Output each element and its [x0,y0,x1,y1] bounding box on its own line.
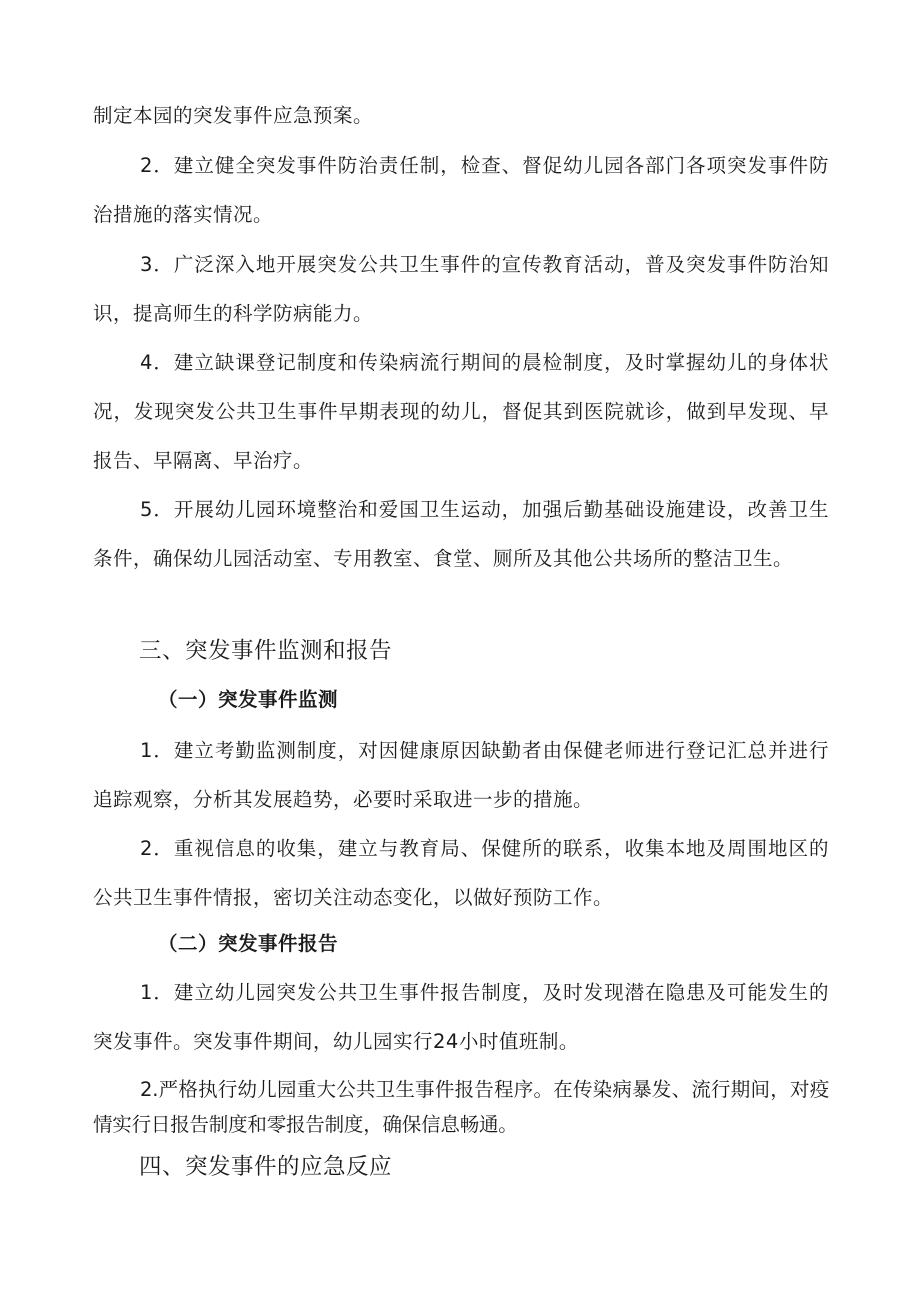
paragraph-item-4-attendance: 4．建立缺课登记制度和传染病流行期间的晨检制度，及时掌握幼儿的身体状况，发现突发公共卫生事件早期表现的幼儿，督促其到医院就诊，做到早发现、早报告、早隔离、早治疗。 [93,351,829,472]
reporting-item-1: 1．建立幼儿园突发公共卫生事件报告制度，及时发现潜在隐患及可能发生的突发事件。突发事件期间，幼儿园实行24小时值班制。 [93,981,829,1053]
reporting-item-2: 2.严格执行幼儿园重大公共卫生事件报告程序。在传染病暴发、流行期间，对疫情实行日报告制度和零报告制度，确保信息畅通。 [93,1078,829,1136]
paragraph-item-5-environment: 5．开展幼儿园环境整治和爱国卫生运动，加强后勤基础设施建设，改善卫生条件，确保幼儿园活动室、专用教室、食堂、厕所及其他公共场所的整洁卫生。 [93,498,829,570]
paragraph-emergency-plan: 制定本园的突发事件应急预案。 [93,104,374,127]
monitoring-item-2: 2．重视信息的收集，建立与教育局、保健所的联系，收集本地及周围地区的公共卫生事件情报，密切关注动态变化，以做好预防工作。 [93,837,829,909]
paragraph-item-3-education: 3．广泛深入地开展突发公共卫生事件的宣传教育活动，普及突发事件防治知识，提高师生的科学防病能力。 [93,253,829,325]
section-heading-monitoring-reporting: 三、突发事件监测和报告 [139,638,393,664]
subheading-reporting: （二）突发事件报告 [158,932,339,955]
monitoring-item-1: 1．建立考勤监测制度，对因健康原因缺勤者由保健老师进行登记汇总并进行追踪观察，分析其发展趋势，必要时采取进一步的措施。 [93,739,829,811]
section-heading-emergency-response: 四、突发事件的应急反应 [139,1154,393,1180]
subheading-monitoring: （一）突发事件监测 [158,688,339,711]
paragraph-item-2-responsibility: 2．建立健全突发事件防治责任制，检查、督促幼儿园各部门各项突发事件防治措施的落实情况。 [93,154,829,226]
